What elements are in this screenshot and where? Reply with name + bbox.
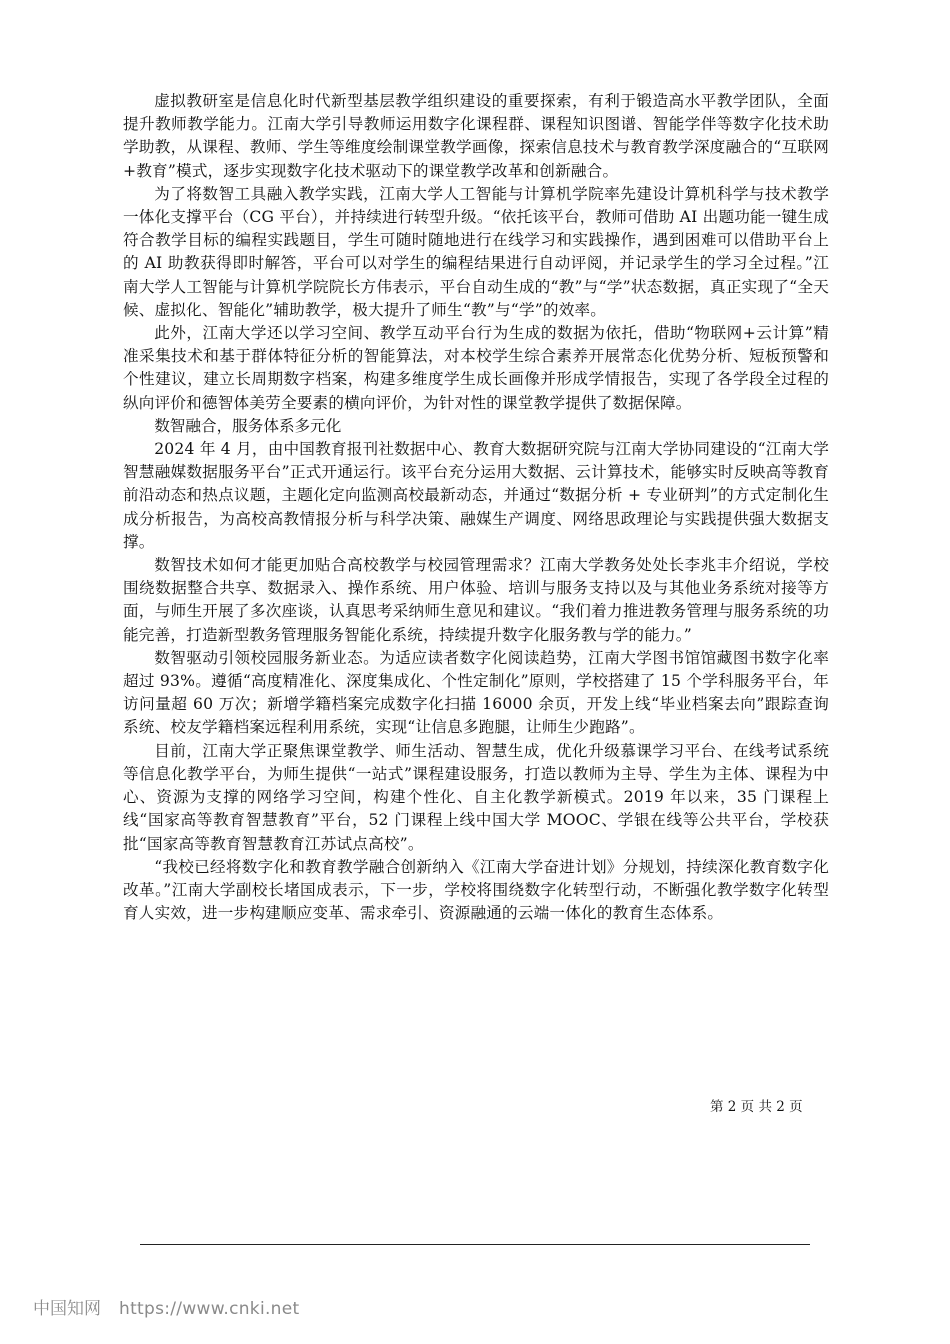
page-number: 第 2 页 共 2 页 — [710, 1099, 803, 1115]
footer-brand: 中国知网 — [33, 1299, 101, 1319]
paragraph-3: 此外，江南大学还以学习空间、教学互动平台行为生成的数据为依托，借助“物联网+云计算”精准采集技术和基于群体特征分析的智能算法，对本校学生综合素养开展常态化优势分析、短板预警和个性建议，建立长周期数字档案，构建多维度学生成长画像并形成学情报告，实现了各学段全过程的纵向评价和德智体美劳全要素的横向评价，为针对性的课堂教学提供了数据保障。 — [123, 324, 829, 412]
paragraph-1: 虚拟教研室是信息化时代新型基层教学组织建设的重要探索，有利于锻造高水平教学团队，全面提升教师教学能力。江南大学引导教师运用数字化课程群、课程知识图谱、智能学伴等数字化技术助学助教，从课程、教师、学生等维度绘制课堂教学画像，探索信息技术与教育教学深度融合的“互联网+教育”模式，逐步实现数字化技术驱动下的课堂教学改革和创新融合。 — [123, 92, 829, 180]
paragraph-4: 2024 年 4 月，由中国教育报刊社数据中心、教育大数据研究院与江南大学协同建设的“江南大学智慧融媒数据服务平台”正式开通运行。该平台充分运用大数据、云计算技术，能够实时反映高等教育前沿动态和热点议题，主题化定向监测高校最新动态，并通过“数据分析 + 专业研判”的方式定制化生成分析报告，为高校高教情报分析与科学决策、融媒生产调度、网络思政理论与实践提供强大数据支撑。 — [123, 440, 829, 551]
footer-url[interactable]: https://www.cnki.net — [119, 1299, 300, 1319]
paragraph-5: 数智技术如何才能更加贴合高校教学与校园管理需求？江南大学教务处处长李兆丰介绍说，学校围绕数据整合共享、数据录入、操作系统、用户体验、培训与服务支持以及与其他业务系统对接等方面，与师生开展了多次座谈，认真思考采纳师生意见和建议。“我们着力推进教务管理与服务系统的功能完善，打造新型教务管理服务智能化系统，持续提升数字化服务教与学的能力。” — [123, 556, 829, 644]
paragraph-6: 数智驱动引领校园服务新业态。为适应读者数字化阅读趋势，江南大学图书馆馆藏图书数字化率超过 93%。遵循“高度精准化、深度集成化、个性定制化”原则，学校搭建了 15 个学科服务平台，年访问量超 60 万次；新增学籍档案完成数字化扫描 16000 余页，开发上线“毕业档案去向”跟踪查询系统、校友学籍档案远程利用系统，实现“让信息多跑腿，让师生少跑路”。 — [123, 648, 829, 737]
paragraph-7: 目前，江南大学正聚焦课堂教学、师生活动、智慧生成，优化升级慕课学习平台、在线考试系统等信息化教学平台，为师生提供“一站式”课程建设服务，打造以教师为主导、学生为主体、课程为中心、资源为支撑的网络学习空间，构建个性化、自主化教学新模式。2019 年以来，35 门课程上线“国家高等教育智慧教育”平台，52 门课程上线中国大学 MOOC、学银在线等公共平台，学校获批“国家高等教育智慧教育江苏试点高校”。 — [123, 741, 829, 853]
footer — [33, 1294, 299, 1319]
paragraph-8: “我校已经将数字化和教育教学融合创新纳入《江南大学奋进计划》分规划，持续深化教育数字化改革。”江南大学副校长堵国成表示，下一步，学校将围绕数字化转型行动，不断强化教学数字化转型育人实效，进一步构建顺应变革、需求牵引、资源融通的云端一体化的教育生态体系。 — [123, 857, 829, 923]
section-heading: 数智融合，服务体系多元化 — [154, 416, 342, 435]
article-body — [123, 90, 829, 925]
paragraph-2: 为了将数智工具融入教学实践，江南大学人工智能与计算机学院率先建设计算机科学与技术教学一体化支撑平台（CG 平台），并持续进行转型升级。“依托该平台，教师可借助 AI 出题功能一键生成符合教学目标的编程实践题目，学生可随时随地进行在线学习和实践操作，遇到困难可以借助平台上的 AI 助教获得即时解答，平台可以对学生的编程结果进行自动评阅，并记录学生的学习全过程。”江南大学人工智能与计算机学院院长方伟表示，平台自动生成的“教”与“学”状态数据，真正实现了“全天候、虚拟化、智能化”辅助教学，极大提升了师生“教”与“学”的效率。 — [123, 184, 829, 319]
footer-divider — [140, 1244, 810, 1245]
